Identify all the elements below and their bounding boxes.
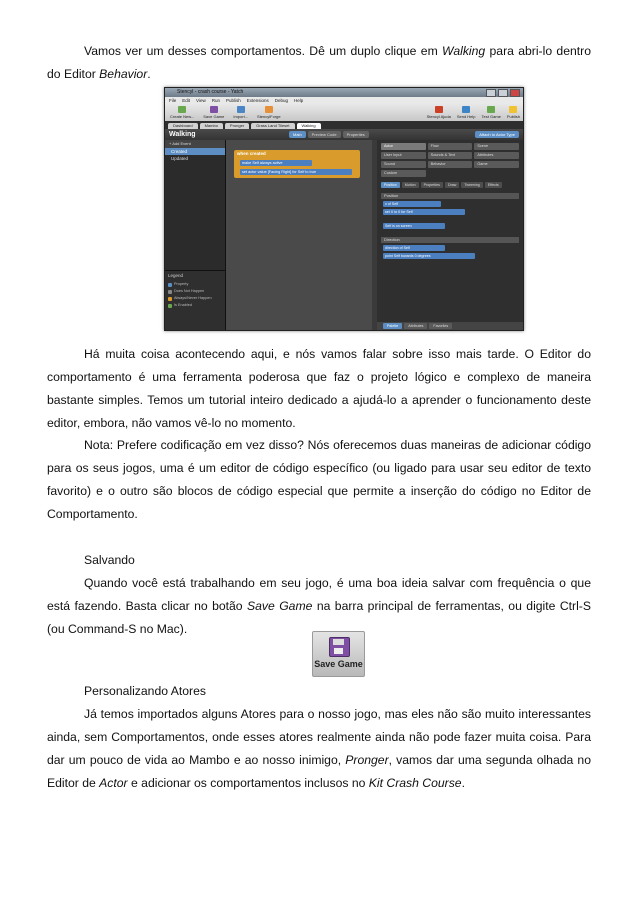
legend-title: Legend — [168, 273, 184, 278]
legend-item: Always/Never Happen — [168, 295, 222, 302]
section-position: Position — [381, 193, 519, 199]
tool-test-game: Test Game — [482, 106, 501, 119]
tab-pronger: Pronger — [225, 123, 249, 129]
events-panel — [165, 140, 226, 330]
palette-block: direction of Self — [383, 245, 445, 251]
maximize-icon — [498, 89, 508, 97]
subtab-position: Position — [381, 182, 400, 188]
category-behavior: Behavior — [428, 161, 473, 168]
save-icon — [210, 106, 218, 113]
event-updated: Updated — [171, 156, 189, 161]
category-flow: Flow — [428, 143, 473, 150]
help-icon — [435, 106, 443, 113]
block-canvas — [226, 140, 376, 330]
saving-paragraph: Quando você está trabalhando em seu jogo, é uma boa ideia salvar com frequência o que está fazendo. Basta clicar no botão Save Game na barra principal de ferramentas, ou digite Ctrl-S (ou Command-S no Mac). — [47, 576, 591, 636]
send-icon — [462, 106, 470, 113]
tab-walking: Walking — [297, 123, 321, 129]
category-game: Game — [474, 161, 519, 168]
attach-button: Attach to Actor Type — [475, 131, 519, 138]
menu-help: Help — [294, 98, 304, 103]
tool-create-new: Create New... — [170, 106, 194, 119]
mode-properties: Properties — [343, 131, 369, 138]
subtab-motion: Motion — [402, 182, 419, 188]
import-icon — [237, 106, 245, 113]
note-paragraph: Nota: Prefere codificação em vez disso? Nós oferecemos duas maneiras de adicionar código para os seus jogos, uma é um editor de código específico (ou ligado para usar seu editor de texto favorito) e o outro são blocos de código especial que permite a inserção do código no Editor de Comportamento. — [47, 438, 591, 521]
palette-block: set X to 0 for Self — [383, 209, 465, 215]
palette-subtabs — [377, 180, 523, 190]
legend-item: Is Enabled — [168, 302, 222, 309]
menu-file: File — [169, 98, 177, 103]
palette-bottom-tabs — [377, 322, 523, 330]
mode-main: Main — [289, 131, 306, 138]
floppy-disk-icon — [329, 637, 350, 657]
legend-item: Does Not Happen — [168, 288, 222, 295]
bottom-tab-favorites: Favorites — [429, 323, 452, 329]
when-created-block: when created make Self always active set actor value [Facing Right] for Self to true — [234, 150, 360, 178]
subtab-tweening: Tweening — [461, 182, 482, 188]
palette-block: point Self towards 0 degrees — [383, 253, 475, 259]
palette-block: Self is on screen — [383, 223, 445, 229]
close-icon — [510, 89, 520, 97]
menu-bar — [165, 97, 523, 104]
window-title: Stencyl - crash course - Yatch — [177, 89, 244, 95]
canvas-scrollbar — [372, 140, 376, 330]
category-sounds-text: Sounds & Text — [428, 152, 473, 159]
category-sound: Sound — [381, 161, 426, 168]
tool-stencylforge: StencylForge — [257, 106, 281, 119]
intro-paragraph: Vamos ver um desses comportamentos. Dê um duplo clique em Walking para abri-lo dentro do Editor Behavior. — [47, 44, 591, 81]
category-attributes: Attributes — [474, 152, 519, 159]
menu-run: Run — [211, 98, 220, 103]
menu-view: View — [196, 98, 206, 103]
minimize-icon — [486, 89, 496, 97]
set-actor-value-block: set actor value [Facing Right] for Self to true — [240, 169, 352, 175]
mode-preview-code: Preview Code — [308, 131, 341, 138]
window-titlebar — [165, 88, 523, 97]
tab-dashboard: Dashboard — [168, 123, 198, 129]
bottom-tab-palette: Palette — [383, 323, 402, 329]
legend-panel — [165, 270, 225, 330]
tool-send-help: Send Help — [457, 106, 476, 119]
subtab-properties: Properties — [421, 182, 443, 188]
category-custom: Custom — [381, 170, 426, 177]
palette-block: x of Self — [383, 201, 441, 207]
subtab-effects: Effects — [485, 182, 502, 188]
tool-import: Import... — [233, 106, 248, 119]
publish-icon — [509, 106, 517, 113]
bottom-tab-attributes: Attributes — [404, 323, 427, 329]
make-always-active-block: make Self always active — [240, 160, 312, 166]
heading-saving: Salvando — [84, 553, 135, 567]
category-actor: Actor — [381, 143, 426, 150]
tool-save-game: Save Game — [203, 106, 224, 119]
menu-edit: Edit — [182, 98, 191, 103]
block-palette — [377, 140, 523, 330]
behavior-editor-screenshot — [164, 87, 524, 331]
legend-item: Property — [168, 281, 222, 288]
tab-mambo: Mambo — [200, 123, 223, 129]
add-event-button: + Add Event — [165, 140, 225, 148]
save-game-button-image — [312, 631, 365, 677]
save-game-label: Save Game — [314, 659, 363, 669]
main-toolbar — [165, 104, 523, 121]
section-direction: Direction — [381, 237, 519, 243]
forge-icon — [265, 106, 273, 113]
behavior-header — [165, 129, 523, 140]
document-tabs — [165, 121, 523, 129]
category-grid — [377, 140, 523, 180]
category-scene: Scene — [474, 143, 519, 150]
menu-debug: Debug — [274, 98, 289, 103]
behavior-name: Walking — [169, 131, 196, 138]
category-user-input: User Input — [381, 152, 426, 159]
subtab-draw: Draw — [445, 182, 459, 188]
actors-paragraph: Já temos importados alguns Atores para o nosso jogo, mas eles não são muito interessantes ainda, sem Comportamentos, onde esses atores realmente ainda não pode fazer muita coisa. Para dar um pouco de vida ao Mambo e ao nosso inimigo, Pronger, vamos dar uma segunda olhada no Editor de Actor e adicionar os comportamentos inclusos no Kit Crash Course. — [47, 707, 591, 790]
heading-customizing-actors: Personalizando Atores — [84, 684, 206, 698]
tab-tileset: Grass Land Tileset — [251, 123, 294, 129]
menu-extensions: Extensions — [246, 98, 269, 103]
create-icon — [178, 106, 186, 113]
menu-publish: Publish — [225, 98, 241, 103]
tool-help: Stencyl Ajuda — [427, 106, 451, 119]
body-paragraph: Há muita coisa acontecendo aqui, e nós vamos falar sobre isso mais tarde. O Editor do comportamento é uma ferramenta poderosa que faz o projeto lógico e complexo de maneira bastante simples. Temos um tutorial inteiro dedicado a ajudá-lo a aprender o funcionamento deste editor, embora, não vamos vê-lo no momento. — [47, 347, 591, 430]
event-created: Created — [165, 148, 225, 155]
play-icon — [487, 106, 495, 113]
tool-publish: Publish — [507, 106, 520, 119]
